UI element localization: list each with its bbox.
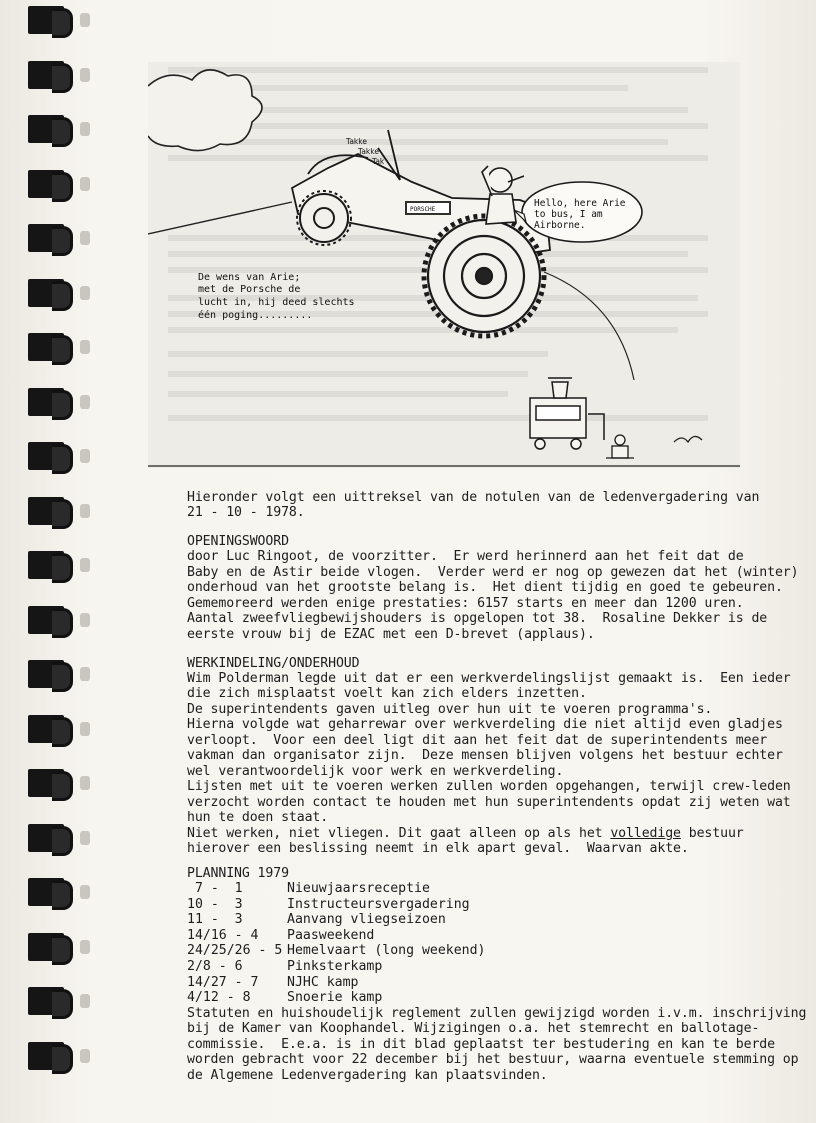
caption-line: lucht in, hij deed slechts xyxy=(198,297,355,308)
binding-ring xyxy=(28,333,72,361)
intro-line-1: Hieronder volgt een uittreksel van de notulen van de ledenvergadering van xyxy=(187,490,760,505)
paragraph-line: die zich misplaatst voelt kan zich elders inzetten. xyxy=(187,686,587,701)
planning-item xyxy=(187,881,430,896)
bubble-line: Hello, here Arie xyxy=(534,198,626,209)
punch-hole xyxy=(80,286,90,300)
planning-item xyxy=(187,912,446,927)
binding-ring xyxy=(28,388,72,416)
intro-line-2: 21 - 10 - 1978. xyxy=(187,505,305,520)
punch-hole xyxy=(80,122,90,136)
punch-hole xyxy=(80,831,90,845)
paragraph-line: Hierna volgde wat geharrewar over werkverdeling die niet altijd even gladjes xyxy=(187,717,783,732)
punch-hole xyxy=(80,1049,90,1063)
sound-text: Takke xyxy=(346,137,367,146)
planning-item xyxy=(187,897,470,912)
planning-date: 24/25/26 - 5 xyxy=(187,943,283,959)
planning-date: 14/27 - 7 xyxy=(187,974,259,990)
caption-line: één poging......... xyxy=(198,310,313,321)
binding-ring xyxy=(28,933,72,961)
planning-item xyxy=(187,959,382,974)
binding-ring xyxy=(28,606,72,634)
planning-item xyxy=(187,990,382,1005)
planning-event: Hemelvaart (long weekend) xyxy=(287,943,486,959)
paragraph-line: verloopt. Voor een deel ligt dit aan het feit dat de superintendents meer xyxy=(187,733,768,748)
planning-event: Pinksterkamp xyxy=(287,959,383,974)
binding-ring xyxy=(28,170,72,198)
planning-item xyxy=(187,975,358,990)
planning-event: Aanvang vliegseizoen xyxy=(287,912,446,928)
punch-hole xyxy=(80,722,90,736)
punch-hole xyxy=(80,449,90,463)
paragraph-line: Aantal zweefvliegbewijshouders is opgelopen tot 38. Rosaline Dekker is de xyxy=(187,611,768,626)
paragraph-line: onderhoud van het grootste belang is. Het dient tijdig en goed te gebeuren. xyxy=(187,580,783,595)
section-title-planning: PLANNING 1979 xyxy=(187,866,289,881)
paragraph-line: vakman dan organisator zijn. Deze mensen blijven volgens het bestuur echter xyxy=(187,748,783,763)
paragraph-line: Wim Polderman legde uit dat er een werkverdelingslijst gemaakt is. Een ieder xyxy=(187,671,791,686)
planning-event: Instructeursvergadering xyxy=(287,896,470,912)
underlined-word: volledige xyxy=(610,826,681,841)
paragraph-line: worden gebracht voor 22 december bij het bestuur, waarna eventuele stemming op xyxy=(187,1052,799,1067)
binding-ring xyxy=(28,497,72,525)
planning-event: Snoerie kamp xyxy=(287,990,383,1006)
binding-ring xyxy=(28,224,72,252)
punch-hole xyxy=(80,68,90,82)
bubble-line: Airborne. xyxy=(534,220,586,231)
paragraph-line: Statuten en huishoudelijk reglement zullen gewijzigd worden i.v.m. inschrijving xyxy=(187,1006,807,1021)
binding-ring xyxy=(28,279,72,307)
paragraph-line: Lijsten met uit te voeren werken zullen worden opgehangen, terwijl crew-leden xyxy=(187,779,791,794)
paragraph-line: De superintendents gaven uitleg over hun uit te voeren programma's. xyxy=(187,702,713,717)
punch-hole xyxy=(80,504,90,518)
section-title-openingswoord: OPENINGSWOORD xyxy=(187,534,289,549)
paragraph-line: commissie. E.e.a. is in dit blad geplaatst ter bestudering en kan te berde xyxy=(187,1037,775,1052)
planning-event: Paasweekend xyxy=(287,927,375,943)
planning-date: 7 - 1 xyxy=(187,881,243,896)
punch-hole xyxy=(80,776,90,790)
binding-ring xyxy=(28,660,72,688)
binding-ring xyxy=(28,878,72,906)
sound-text: Takke xyxy=(358,147,379,156)
punch-hole xyxy=(80,231,90,245)
paragraph-line: Baby en de Astir beide vlogen. Verder werd er nog op gewezen dat het (winter) xyxy=(187,565,799,580)
sound-text: Tak xyxy=(372,157,385,166)
paragraph-line: hun te doen staat. xyxy=(187,810,329,825)
binding-ring xyxy=(28,442,72,470)
planning-date: 14/16 - 4 xyxy=(187,927,259,943)
spiral-binding xyxy=(22,0,82,1123)
caption-line: met de Porsche de xyxy=(198,284,301,295)
planning-date: 2/8 - 6 xyxy=(187,959,243,974)
planning-date: 10 - 3 xyxy=(187,896,243,912)
tractor-badge: PORSCHE xyxy=(410,206,436,213)
paragraph-line: de Algemene Ledenvergadering kan plaatsvinden. xyxy=(187,1068,548,1083)
planning-date: 11 - 3 xyxy=(187,912,243,928)
punch-hole xyxy=(80,667,90,681)
planning-date: 4/12 - 8 xyxy=(187,990,251,1006)
binding-ring xyxy=(28,115,72,143)
planning-item xyxy=(187,928,374,943)
binding-ring xyxy=(28,769,72,797)
paragraph-line-emphasis xyxy=(187,826,744,841)
binding-ring xyxy=(28,1042,72,1070)
punch-hole xyxy=(80,613,90,627)
planning-item xyxy=(187,943,486,958)
planning-event: Nieuwjaarsreceptie xyxy=(287,881,430,896)
planning-event: NJHC kamp xyxy=(287,974,359,990)
bubble-line: to bus, I am xyxy=(534,209,603,220)
paragraph-line: bij de Kamer van Koophandel. Wijzigingen o.a. het stemrecht en ballotage- xyxy=(187,1021,760,1036)
punch-hole xyxy=(80,340,90,354)
punch-hole xyxy=(80,177,90,191)
paragraph-line: verzocht worden contact te houden met hun superintendents opdat zij weten wat xyxy=(187,795,791,810)
binding-ring xyxy=(28,551,72,579)
punch-hole xyxy=(80,994,90,1008)
punch-hole xyxy=(80,395,90,409)
binding-ring xyxy=(28,715,72,743)
paragraph-line: hierover een beslissing neemt in elk apart geval. Waarvan akte. xyxy=(187,841,689,856)
binding-ring xyxy=(28,61,72,89)
punch-hole xyxy=(80,13,90,27)
binding-ring xyxy=(28,987,72,1015)
punch-hole xyxy=(80,885,90,899)
line-text: Niet werken, niet vliegen. Dit gaat alleen op als het xyxy=(187,826,611,841)
binding-ring xyxy=(28,6,72,34)
paragraph-line: eerste vrouw bij de EZAC met een D-brevet (applaus). xyxy=(187,627,595,642)
punch-hole xyxy=(80,558,90,572)
paragraph-line: Gememoreerd werden enige prestaties: 6157 starts en meer dan 1200 uren. xyxy=(187,596,744,611)
binding-ring xyxy=(28,824,72,852)
line-text: bestuur xyxy=(680,826,744,841)
section-title-werkindeling: WERKINDELING/ONDERHOUD xyxy=(187,656,360,671)
caption-line: De wens van Arie; xyxy=(198,272,301,283)
paragraph-line: wel verantwoordelijk voor werk en werkverdeling. xyxy=(187,764,564,779)
cartoon-illustration xyxy=(148,62,740,468)
punch-hole xyxy=(80,940,90,954)
paragraph-line: door Luc Ringoot, de voorzitter. Er werd herinnerd aan het feit dat de xyxy=(187,549,744,564)
